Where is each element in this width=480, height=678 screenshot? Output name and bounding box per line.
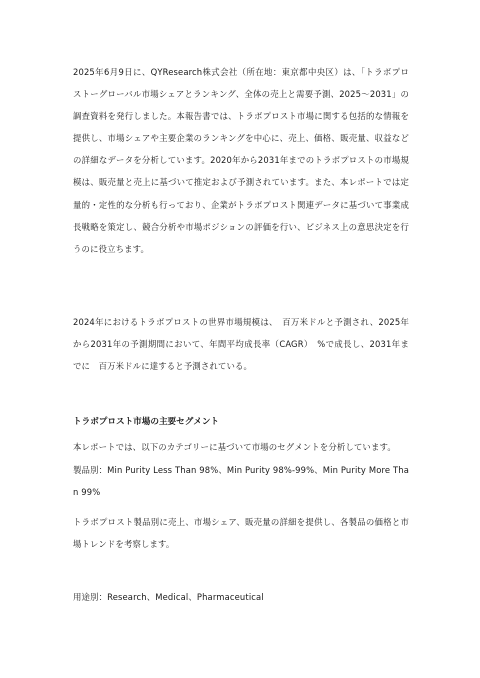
applications-text: 用途別：Research、Medical、Pharmaceutical <box>73 592 264 602</box>
product-description-text: トラボプロスト製品別に売上、市場シェア、販売量の詳細を提供し、各製品の価格と市場トレンドを考察します。 <box>73 517 409 550</box>
segment-intro-text: 本レポートでは、以下のカテゴリーに基づいて市場のセグメントを分析しています。 <box>73 442 396 452</box>
intro-paragraph: 2025年6月9日に、QYResearch株式会社（所在地：東京都中央区）は、「トラボプロストーグローバル市場シェアとランキング、全体の売上と需要予測、2025～2031」の調査資料を発行しました。本報告書では、トラボプロスト市場に関する包括的な情報を提供し、市場シェアや主要企業のランキングを中心に、売上、価格、販売量、収益などの詳細なデータを分析しています。2020年から2031年までのトラボプロストの市場規模は、販売量と売上に基づいて推定および予測されています。また、本レポートでは定量的・定性的な分析も行っており、企業がトラボプロスト関連データに基づいて事業成長戦略を策定し、競合分析や市場ポジションの評価を行い、ビジネス上の意思決定を行うのに役立ちます。 <box>73 67 409 254</box>
product-types-text: 製品別：Min Purity Less Than 98%、Min Purity 98%-99%、Min Purity More Than 99% <box>73 465 409 498</box>
segment-heading: トラボプロスト市場の主要セグメント <box>73 417 220 427</box>
market-size-paragraph: 2024年におけるトラボプロストの世界市場規模は、 百万米ドルと予測され、2025年から2031年の予測期間において、年間平均成長率（CAGR） %で成長し、2031年までに 百万米ドルに達すると予測されている。 <box>73 317 409 372</box>
